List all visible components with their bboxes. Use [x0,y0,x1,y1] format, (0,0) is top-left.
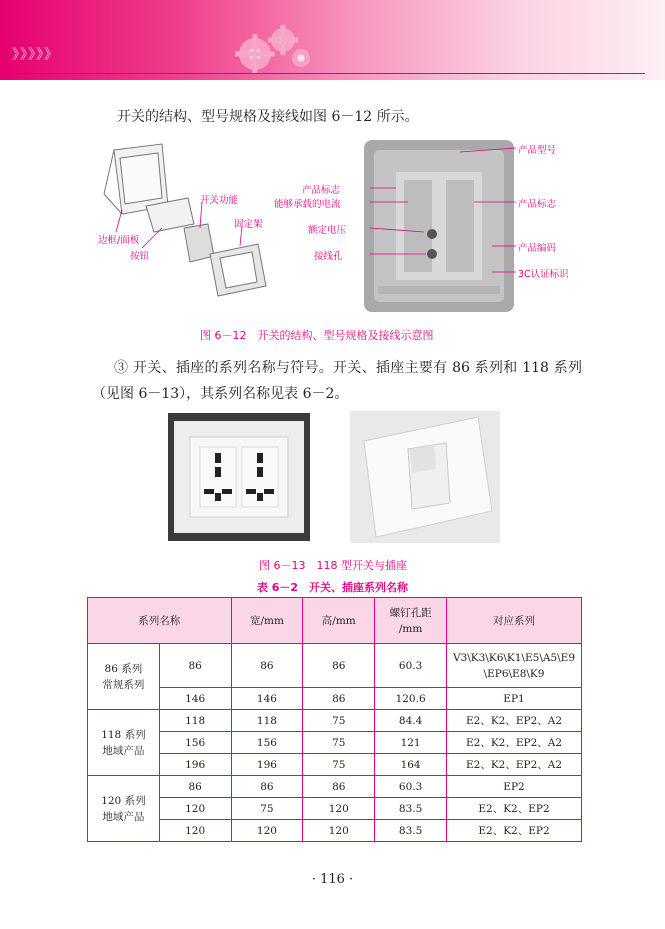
cell-height: 86 [303,776,375,798]
cell-width: 156 [231,732,303,754]
label-product-mark-left: 产品标志 [302,185,341,196]
switch-photo [350,411,500,543]
label-rated-voltage: 额定电压 [308,225,347,236]
cell-width: 86 [231,776,303,798]
cell-height: 75 [303,732,375,754]
cell-models: E2、K2、EP2、A2 [447,754,582,776]
page-header-band [0,0,665,80]
table-row [88,754,582,776]
table-row [88,820,582,842]
table-header-row [88,598,582,644]
cell-height: 86 [303,688,375,710]
cell-models: E2、K2、EP2、A2 [447,710,582,732]
col-header-screw: 螺钉孔距 /mm [375,598,447,644]
cell-screw: 60.3 [375,776,447,798]
cell-size: 118 [159,710,231,732]
table-row [88,688,582,710]
figure-6-12-caption: 图 6－12 开关的结构、型号规格及接线示意图 [200,329,434,342]
table-row [88,798,582,820]
col-header-series: 系列名称 [88,598,232,644]
cell-width: 196 [231,754,303,776]
cell-height: 120 [303,798,375,820]
socket-drawing [168,413,310,541]
cell-height: 120 [303,820,375,842]
col-header-width: 宽/mm [231,598,303,644]
switch-drawing [350,411,500,543]
cell-screw: 120.6 [375,688,447,710]
cell-size: 146 [159,688,231,710]
table-row [88,732,582,754]
group-name-118: 118 系列 地域产品 [88,710,160,776]
table-row [88,776,582,798]
label-3c-cert: 3C认证标识 [518,269,569,280]
gears-decoration-icon [225,18,325,78]
cell-screw: 164 [375,754,447,776]
table-row [88,710,582,732]
cell-size: 86 [159,644,231,688]
cell-models: EP1 [447,688,582,710]
cell-height: 86 [303,644,375,688]
series-table [87,597,582,842]
label-product-mark-right: 产品标志 [518,199,557,210]
cell-models: V3\K3\K6\K1\E5\A5\E9 \EP6\E8\K9 [447,644,582,688]
page-number: · 116 · [311,872,354,887]
cell-models: E2、K2、EP2、A2 [447,732,582,754]
cell-screw: 83.5 [375,798,447,820]
cell-width: 120 [231,820,303,842]
label-current-capacity: 能够承载的电流 [274,199,341,210]
cell-width: 75 [231,798,303,820]
cell-width: 118 [231,710,303,732]
cell-size: 86 [159,776,231,798]
label-switch-function: 开关功能 [200,195,239,206]
table-row [88,644,582,688]
switch-exploded-figure [92,136,274,316]
label-frame: 边框/面板 [98,235,140,246]
group-name-86: 86 系列 常规系列 [88,644,160,710]
label-bracket: 固定架 [234,219,263,230]
label-button: 按钮 [130,251,150,262]
intro-paragraph: 开关的结构、型号规格及接线如图 6－12 所示。 [117,109,419,125]
label-product-code: 产品编码 [518,243,557,254]
switch-back-figure [274,136,584,316]
cell-width: 86 [231,644,303,688]
cell-size: 196 [159,754,231,776]
cell-size: 120 [159,820,231,842]
cell-height: 75 [303,754,375,776]
cell-width: 146 [231,688,303,710]
figure-6-13-caption: 图 6－13 118 型开关与插座 [259,559,407,572]
cell-size: 156 [159,732,231,754]
series-paragraph: ③ 开关、插座的系列名称与符号。开关、插座主要有 86 系列和 118 系列（见图 6－13），其系列名称见表 6－2。 [92,360,582,402]
col-header-height: 高/mm [303,598,375,644]
col-header-models: 对应系列 [447,598,582,644]
cell-screw: 121 [375,732,447,754]
cell-screw: 84.4 [375,710,447,732]
header-rule [10,73,645,74]
table-title: 表 6－2 开关、插座系列名称 [256,581,409,594]
label-product-model: 产品型号 [518,145,557,156]
cell-models: E2、K2、EP2 [447,798,582,820]
group-name-120: 120 系列 地域产品 [88,776,160,842]
cell-models: E2、K2、EP2 [447,820,582,842]
cell-screw: 83.5 [375,820,447,842]
cell-height: 75 [303,710,375,732]
cell-screw: 60.3 [375,644,447,688]
label-terminal-hole: 接线孔 [314,251,343,262]
header-chevrons: 》》》》》 [12,47,59,63]
cell-size: 120 [159,798,231,820]
socket-photo [168,413,310,541]
cell-models: EP2 [447,776,582,798]
